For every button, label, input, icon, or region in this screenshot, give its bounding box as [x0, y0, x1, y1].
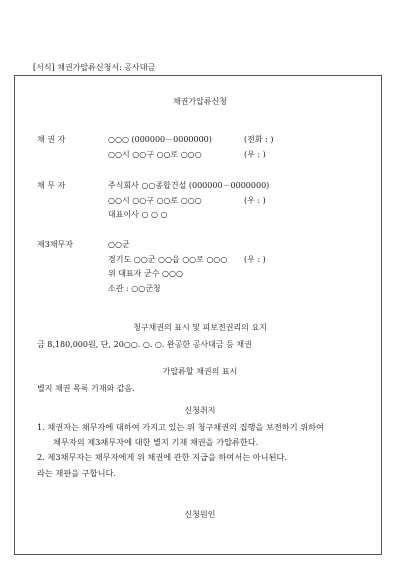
debtor-address: ○○시 ○○구 ○○로 ○○○	[108, 196, 202, 205]
debtor-representative: 대표이사 ○ ○ ○	[108, 210, 168, 219]
creditor-address: ○○시 ○○구 ○○로 ○○○	[108, 150, 202, 159]
purpose-line-4: 라는 재판을 구합니다.	[37, 468, 116, 478]
creditor-phone: (전화 : )	[244, 135, 274, 144]
seized-claim-text: 별지 채권 목록 기재와 같음.	[37, 384, 135, 393]
purpose-line-3: 2. 제3채무자는 채무자에게 위 채권에 관한 지급을 하여서는 아니된다.	[37, 452, 287, 462]
form-title: 채권가압류신청	[172, 97, 228, 106]
purpose-heading: 신청취지	[184, 406, 216, 415]
debtor-name: 주식회사 ○○종합건설 (000000－0000000)	[108, 181, 270, 190]
claim-heading: 청구채권의 표시 및 피보전권리의 요지	[133, 323, 267, 332]
third-debtor-label: 제3채무자	[37, 240, 74, 249]
reason-heading: 신청원인	[184, 510, 216, 519]
third-debtor-zip: (우 : )	[244, 255, 266, 264]
creditor-label: 채 권 자	[37, 135, 66, 144]
creditor-name: ○○○ (000000－0000000)	[108, 135, 212, 144]
third-debtor-address: 경기도 ○○군 ○○읍 ○○로 ○○○	[108, 255, 228, 264]
third-debtor-representative: 위 대표자 군수 ○○○	[108, 269, 183, 278]
seized-claim-heading: 가압류할 채권의 표시	[162, 367, 238, 376]
purpose-line-2: 채무자의 제3채무자에 대한 별지 기재 채권을 가압류한다.	[53, 437, 259, 447]
third-debtor-jurisdiction: 소관 : ○○군청	[108, 284, 161, 293]
form-frame	[14, 75, 382, 555]
creditor-zip: (우 : )	[244, 150, 266, 159]
debtor-label: 채 무 자	[37, 181, 66, 190]
claim-text: 금 8,180,000원, 단, 20○○. ○. ○. 완공한 공사대금 등 채권	[37, 340, 252, 349]
purpose-line-1: 1. 채권자는 채무자에 대하여 가지고 있는 위 청구채권의 집행을 보전하기 위하여	[37, 422, 324, 432]
third-debtor-name: ○○군	[108, 240, 130, 249]
debtor-zip: (우 : )	[244, 196, 266, 205]
document-header: [서식] 채권가압류신청서: 공사대금	[33, 63, 156, 72]
